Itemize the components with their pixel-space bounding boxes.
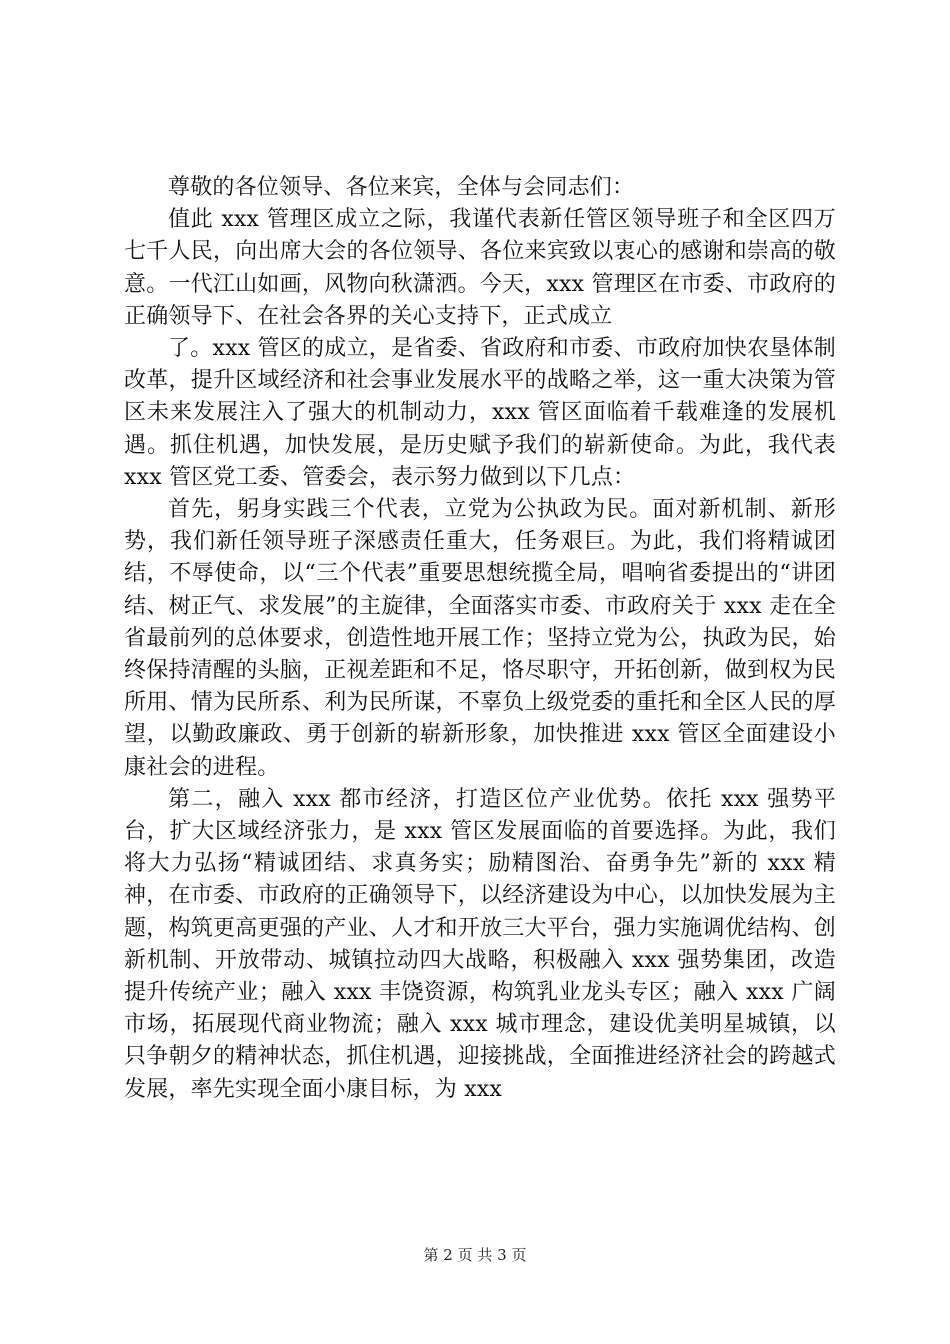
salutation-paragraph: 尊敬的各位领导、各位来宾，全体与会同志们：	[168, 175, 635, 200]
page-number-footer: 第 2 页 共 3 页	[423, 1246, 527, 1264]
body-paragraph: 首先，躬身实践三个代表，立党为公执政为民。面对新机制、新形势，我们新任领导班子深感责任重大，任务艰巨。为此，我们将精诚团结，不辱使命，以“三个代表”重要思想统揽全局，唱响省委提出的“讲团结、树正气、求发展”的主旋律，全面落实市委、市政府关于 xxx 走在全省最前列的总体要求，创造性地开展工作；坚持立党为公，执政为民，始终保持清醒的头脑，正视差距和不足，恪尽职守，开拓创新，做到权为民所用、情为民所系、利为民所谋，不辜负上级党委的重托和全区人民的厚望，以勤政廉政、勇于创新的崭新形象，加快推进 xxx 管区全面建设小康社会的进程。	[124, 497, 836, 780]
body-paragraph: 第二，融入 xxx 都市经济，打造区位产业优势。依托 xxx 强势平台，扩大区域经济张力，是 xxx 管区发展面临的首要选择。为此，我们将大力弘扬“精诚团结、求真务实；励精图治、奋勇争先”新的 xxx 精神，在市委、市政府的正确领导下，以经济建设为中心，以加快发展为主题，构筑更高更强的产业、人才和开放三大平台，强力实施调优结构、创新机制、开放带动、城镇拉动四大战略，积极融入 xxx 强势集团，改造提升传统产业；融入 xxx 丰饶资源，构筑乳业龙头专区；融入 xxx 广阔市场，拓展现代商业物流；融入 xxx 城市理念，建设优美明星城镇，以只争朝夕的精神状态，抓住机遇，迎接挑战，全面推进经济社会的跨越式发展，率先实现全面小康目标，为 xxx	[124, 786, 836, 1102]
body-paragraph: 了。xxx 管区的成立，是省委、省政府和市委、市政府加快农垦体制改革，提升区域经济和社会事业发展水平的战略之举，这一重大决策为管区未来发展注入了强大的机制动力，xxx 管区面临着千载难逢的发展机遇。抓住机遇，加快发展，是历史赋予我们的崭新使命。为此，我代表 xxx 管区党工委、管委会，表示努力做到以下几点：	[124, 336, 836, 490]
document-body	[124, 172, 836, 1106]
body-paragraph: 值此 xxx 管理区成立之际，我谨代表新任管区领导班子和全区四万七千人民，向出席大会的各位领导、各位来宾致以衷心的感谢和崇高的敬意。一代江山如画，风物向秋潇洒。今天，xxx 管理区在市委、市政府的正确领导下、在社会各界的关心支持下，正式成立	[124, 207, 836, 329]
